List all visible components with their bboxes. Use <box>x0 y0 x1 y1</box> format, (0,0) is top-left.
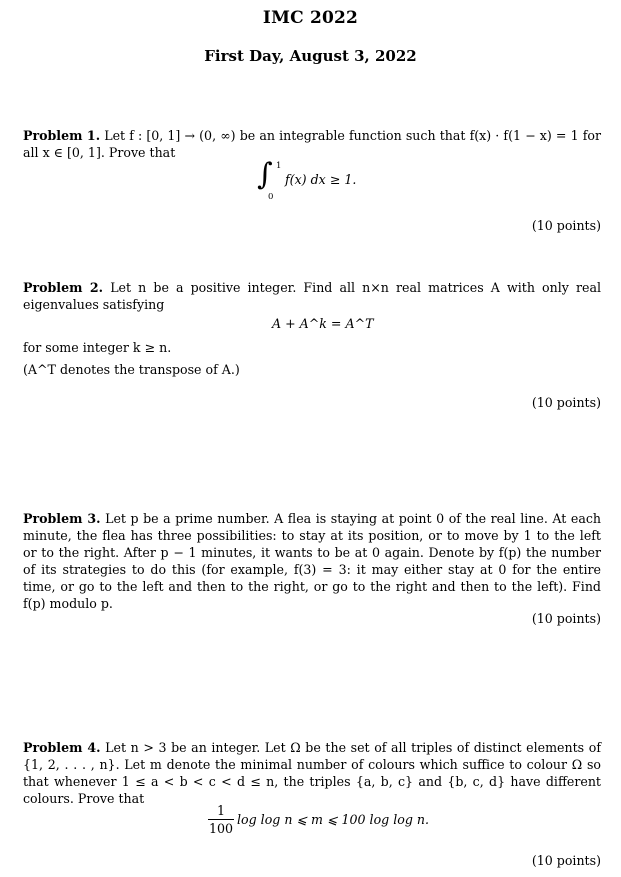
problem-1-statement <box>23 127 601 161</box>
problem-2-statement <box>23 279 601 313</box>
problem-2-label: Problem 2. <box>23 280 104 295</box>
fraction-bar <box>208 819 234 820</box>
problem-3-label: Problem 3. <box>23 511 101 526</box>
problem-4-text: Let n > 3 be an integer. Let Ω be the set of all triples of distinct elements of {1, 2, . . . , n}. Let m denote the minimal number of colours which suffice to colour Ω so that whenever 1 ≤ a < b < c < d ≤ n, the triples {a, b, c} and {b, c, d} have different colours. Prove that <box>23 740 601 806</box>
problem-3-points: (10 points) <box>531 611 601 626</box>
fraction-numerator: 1 <box>216 803 225 818</box>
problem-4-formula: log log n ⩽ m ⩽ 100 log log n. <box>237 812 430 827</box>
problem-2-note: (A^T denotes the transpose of A.) <box>23 362 240 377</box>
problem-4-points: (10 points) <box>531 853 601 868</box>
problem-4-fraction <box>208 803 234 836</box>
fraction-denominator: 100 <box>208 821 234 836</box>
problem-3-text: Let p be a prime number. A flea is staying at point 0 of the real line. At each minute, the flea has three possibilities: to stay at its position, or to move by 1 to the left or to the right. After p − 1 minutes, it wants to be at 0 again. Denote by f(p) the number of its strategies to do this (for example, f(3) = 3: it may either stay at 0 for the entire time, or go to the left and then to the right, or go to the right and then to the left). Find f(p) modulo p. <box>23 511 601 611</box>
problem-1-label: Problem 1. <box>23 128 101 143</box>
integral-lower-limit: 0 <box>268 192 274 202</box>
problem-2-points: (10 points) <box>531 395 601 410</box>
problem-1-text: Let f : [0, 1] → (0, ∞) be an integrable function such that f(x) · f(1 − x) = 1 for all x ∈ [0, 1]. Prove that <box>23 128 601 160</box>
problem-3-statement <box>23 510 601 612</box>
exam-subtitle: First Day, August 3, 2022 <box>204 47 417 65</box>
problem-2-text: Let n be a positive integer. Find all n×n real matrices A with only real eigenvalues satisfying <box>23 280 601 312</box>
problem-2-formula: A + A^k = A^T <box>272 316 374 331</box>
problem-4-statement <box>23 739 601 807</box>
problem-3 <box>23 510 601 612</box>
problem-2-after: for some integer k ≥ n. <box>23 340 172 355</box>
problem-1-points: (10 points) <box>531 218 601 233</box>
integral-upper-limit: 1 <box>276 161 282 171</box>
integral-sign: ∫ <box>257 157 273 192</box>
problem-2-followup <box>23 339 601 378</box>
problem-1 <box>23 127 601 161</box>
problem-4-label: Problem 4. <box>23 740 101 755</box>
problem-1-formula: f(x) dx ≥ 1. <box>285 172 357 187</box>
exam-title: IMC 2022 <box>262 8 359 28</box>
problem-4 <box>23 739 601 807</box>
problem-2 <box>23 279 601 313</box>
